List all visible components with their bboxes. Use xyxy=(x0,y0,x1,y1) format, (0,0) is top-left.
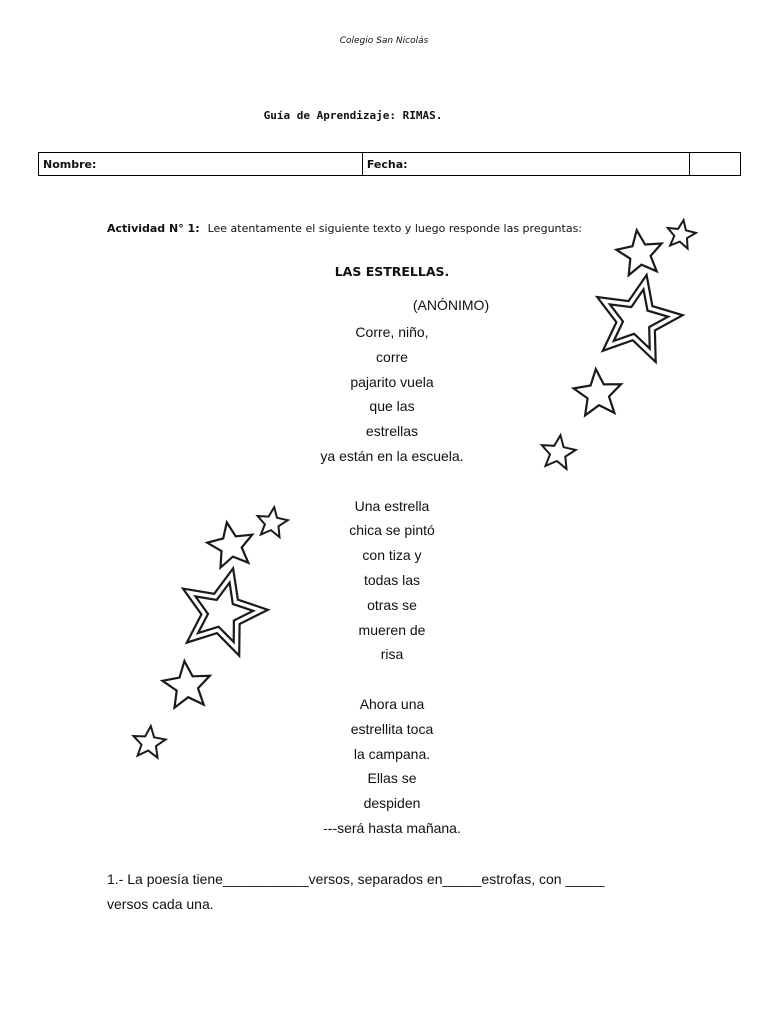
poem-line: ya están en la escuela. xyxy=(320,447,464,464)
poem-line: chica se pintó xyxy=(349,522,435,539)
star-icon xyxy=(542,435,576,469)
poem-line: Corre, niño, xyxy=(355,324,429,340)
poem-line: otras se xyxy=(367,596,417,613)
date-label: Fecha: xyxy=(366,157,408,171)
poem-line: Ellas se xyxy=(367,770,417,787)
question-1-line-1: 1.- La poesía tiene___________versos, separados en_____estrofas, con _____ xyxy=(107,871,605,887)
activity-label: Actividad N° 1: xyxy=(107,222,200,235)
star-icon xyxy=(163,661,210,708)
star-icon xyxy=(597,275,683,362)
poem-line: corre xyxy=(376,348,408,365)
guide-title: Guía de Aprendizaje: RIMAS. xyxy=(263,109,443,122)
poem-line: todas las xyxy=(363,571,421,588)
star-icon xyxy=(207,522,252,567)
star-icon xyxy=(610,289,668,348)
star-icon xyxy=(134,726,166,758)
star-icon xyxy=(574,369,621,415)
star-icon xyxy=(616,230,661,275)
poem-line: pajarito vuela xyxy=(350,373,434,390)
star-icon xyxy=(668,220,696,248)
school-header: Colegio San Nicolás xyxy=(339,36,429,46)
poem-line: Ahora una xyxy=(359,695,425,712)
poem-line: mueren de xyxy=(358,621,426,638)
poem-line: estrellas xyxy=(365,423,419,440)
star-icon xyxy=(183,568,268,655)
poem-line: que las xyxy=(369,398,415,415)
question-1-line-2: versos cada una. xyxy=(107,896,214,912)
poem-line: ---será hasta mañana. xyxy=(323,819,461,836)
poem-line: risa xyxy=(380,646,404,663)
poem-line: estrellita toca xyxy=(350,720,434,737)
poem-line: con tiza y xyxy=(362,547,422,564)
poem-author: (ANÓNIMO) xyxy=(412,297,490,313)
name-label: Nombre: xyxy=(43,157,97,171)
activity-instruction: Lee atentamente el siguiente texto y luego responde las preguntas: xyxy=(207,222,583,235)
poem-title: LAS ESTRELLAS. xyxy=(334,264,450,279)
star-icon xyxy=(258,507,288,537)
poem-line: Una estrella xyxy=(354,497,430,514)
poem-line: despiden xyxy=(363,795,421,812)
poem-line: la campana. xyxy=(353,745,431,762)
